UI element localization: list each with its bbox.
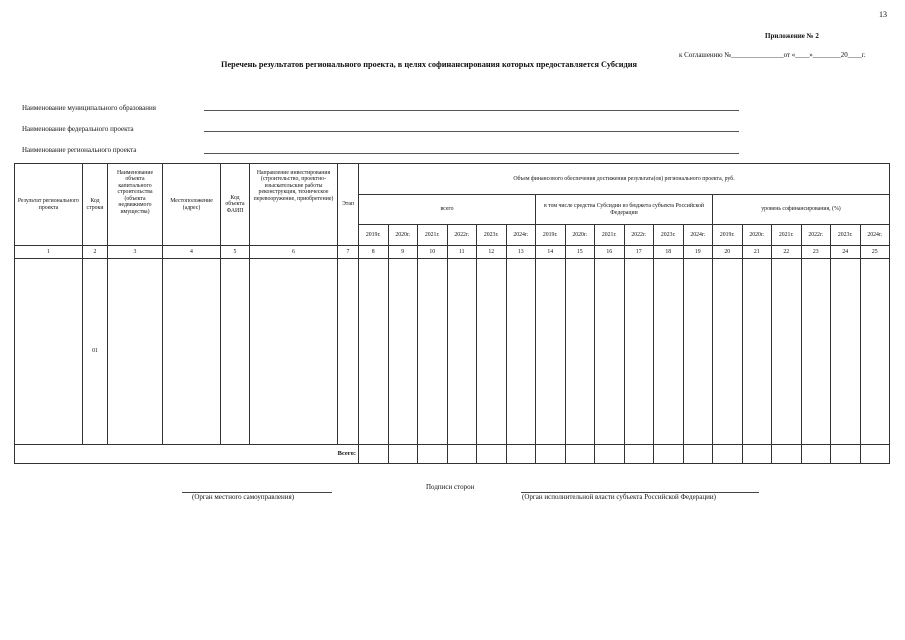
year-cofin-1: 2020г.	[742, 225, 772, 246]
column-number: 25	[860, 246, 890, 259]
field-label-federal-project: Наименование федерального проекта	[22, 125, 134, 133]
value-cell[interactable]	[683, 259, 713, 445]
total-cell[interactable]	[742, 445, 772, 464]
total-cell[interactable]	[683, 445, 713, 464]
column-number: 11	[447, 246, 477, 259]
year-total-5: 2024г.	[506, 225, 536, 246]
total-cell[interactable]	[831, 445, 861, 464]
field-label-municipality: Наименование муниципального образования	[22, 104, 156, 112]
agreement-reference: к Соглашению №_______________от «____»________20____г.	[679, 51, 866, 59]
value-cell[interactable]	[388, 259, 418, 445]
header-row-code: Код строки	[83, 164, 108, 246]
cell-stage[interactable]	[338, 259, 359, 445]
cell-location[interactable]	[163, 259, 221, 445]
year-cofin-0: 2019г.	[713, 225, 743, 246]
cell-result[interactable]	[15, 259, 83, 445]
column-number: 12	[477, 246, 507, 259]
signatures-caption: Подписи сторон	[426, 483, 475, 491]
value-cell[interactable]	[831, 259, 861, 445]
header-object-name: Наименование объекта капитального строительства (объекта недвижимого имущества)	[108, 164, 163, 246]
value-cell[interactable]	[477, 259, 507, 445]
total-cell[interactable]	[506, 445, 536, 464]
column-number: 5	[221, 246, 250, 259]
year-cofin-5: 2024г.	[860, 225, 890, 246]
value-cell[interactable]	[359, 259, 389, 445]
column-number: 3	[108, 246, 163, 259]
document-title: Перечень результатов регионального проекта, в целях софинансирования которых предоставляется Субсидия	[221, 60, 637, 69]
year-total-4: 2023г.	[477, 225, 507, 246]
field-line-federal-project[interactable]	[204, 131, 739, 132]
cell-row-code: 01	[83, 259, 108, 445]
column-number: 10	[418, 246, 448, 259]
field-line-municipality[interactable]	[204, 110, 739, 111]
header-investment-direction: Направление инвестирования (строительство, проектно-изыскательские работы реконструкция, техническое перевооружение, приобретение)	[250, 164, 338, 246]
header-funding-volume: Объем финансового обеспечения достижения результата(ов) регионального проекта, руб.	[359, 164, 890, 195]
year-cofin-3: 2022г.	[801, 225, 831, 246]
column-number: 22	[772, 246, 802, 259]
column-number: 16	[595, 246, 625, 259]
year-subsidy-5: 2024г.	[683, 225, 713, 246]
field-line-regional-project[interactable]	[204, 153, 739, 154]
cell-investment-direction[interactable]	[250, 259, 338, 445]
appendix-label: Приложение № 2	[765, 32, 819, 40]
column-number: 17	[624, 246, 654, 259]
column-number: 24	[831, 246, 861, 259]
value-cell[interactable]	[772, 259, 802, 445]
value-cell[interactable]	[418, 259, 448, 445]
value-cell[interactable]	[713, 259, 743, 445]
column-number: 6	[250, 246, 338, 259]
value-cell[interactable]	[860, 259, 890, 445]
column-number: 1	[15, 246, 83, 259]
header-location: Местоположение (адрес)	[163, 164, 221, 246]
value-cell[interactable]	[624, 259, 654, 445]
column-number: 7	[338, 246, 359, 259]
total-cell[interactable]	[565, 445, 595, 464]
header-stage: Этап	[338, 164, 359, 246]
total-cell[interactable]	[713, 445, 743, 464]
total-cell[interactable]	[654, 445, 684, 464]
cell-object-name[interactable]	[108, 259, 163, 445]
year-total-1: 2020г.	[388, 225, 418, 246]
total-cell[interactable]	[860, 445, 890, 464]
value-cell[interactable]	[595, 259, 625, 445]
value-cell[interactable]	[654, 259, 684, 445]
column-number: 14	[536, 246, 566, 259]
column-number: 8	[359, 246, 389, 259]
year-total-2: 2021г.	[418, 225, 448, 246]
total-cell[interactable]	[772, 445, 802, 464]
header-faip-code: Код объекта ФАИП	[221, 164, 250, 246]
header-result: Результат регионального проекта	[15, 164, 83, 246]
column-number: 18	[654, 246, 684, 259]
header-total: всего	[359, 195, 536, 225]
results-table	[14, 163, 890, 464]
column-number: 15	[565, 246, 595, 259]
total-label: Всего:	[15, 445, 359, 464]
header-subsidy-part: в том числе средства Субсидии из бюджета субъекта Российской Федерации	[536, 195, 713, 225]
cell-faip-code[interactable]	[221, 259, 250, 445]
year-subsidy-0: 2019г.	[536, 225, 566, 246]
total-cell[interactable]	[536, 445, 566, 464]
total-cell[interactable]	[388, 445, 418, 464]
value-cell[interactable]	[565, 259, 595, 445]
column-number: 2	[83, 246, 108, 259]
total-cell[interactable]	[447, 445, 477, 464]
year-subsidy-2: 2021г.	[595, 225, 625, 246]
value-cell[interactable]	[801, 259, 831, 445]
value-cell[interactable]	[447, 259, 477, 445]
column-number: 21	[742, 246, 772, 259]
year-subsidy-1: 2020г.	[565, 225, 595, 246]
signature-right-caption: (Орган исполнительной власти субъекта Российской Федерации)	[522, 493, 716, 501]
value-cell[interactable]	[506, 259, 536, 445]
year-cofin-2: 2021г.	[772, 225, 802, 246]
page-number: 13	[879, 10, 887, 19]
total-cell[interactable]	[801, 445, 831, 464]
header-cofinancing-level: уровень софинансирования, (%)	[713, 195, 890, 225]
column-number: 19	[683, 246, 713, 259]
total-cell[interactable]	[624, 445, 654, 464]
total-cell[interactable]	[359, 445, 389, 464]
column-number: 23	[801, 246, 831, 259]
year-cofin-4: 2023г.	[831, 225, 861, 246]
year-subsidy-3: 2022г.	[624, 225, 654, 246]
year-total-0: 2019г.	[359, 225, 389, 246]
year-subsidy-4: 2023г.	[654, 225, 684, 246]
column-number: 4	[163, 246, 221, 259]
field-label-regional-project: Наименование регионального проекта	[22, 146, 137, 154]
column-number: 20	[713, 246, 743, 259]
column-numbers-row	[15, 246, 890, 259]
column-number: 13	[506, 246, 536, 259]
total-cell[interactable]	[595, 445, 625, 464]
total-cell[interactable]	[418, 445, 448, 464]
table-row	[15, 259, 890, 445]
column-number: 9	[388, 246, 418, 259]
year-total-3: 2022г.	[447, 225, 477, 246]
total-cell[interactable]	[477, 445, 507, 464]
value-cell[interactable]	[536, 259, 566, 445]
value-cell[interactable]	[742, 259, 772, 445]
total-row	[15, 445, 890, 464]
signature-left-caption: (Орган местного самоуправления)	[192, 493, 295, 501]
